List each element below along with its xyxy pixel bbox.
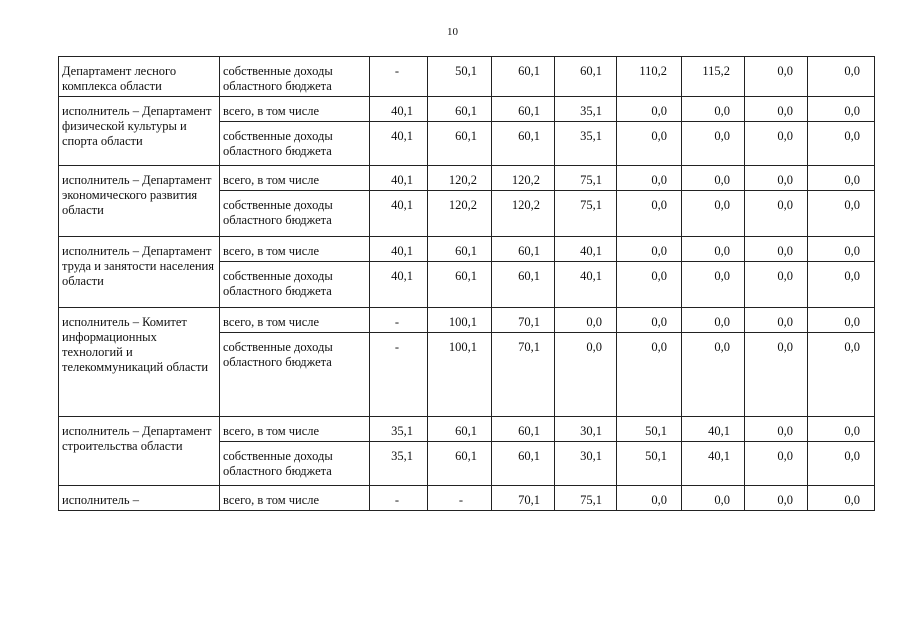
value-cell: 35,1 — [555, 97, 617, 122]
value-cell: 100,1 — [428, 333, 492, 417]
value-cell: 70,1 — [492, 308, 555, 333]
value-cell: 100,1 — [428, 308, 492, 333]
value-cell: 50,1 — [617, 417, 682, 442]
value-cell: 40,1 — [370, 97, 428, 122]
value-cell: 40,1 — [370, 262, 428, 308]
value-cell: 0,0 — [745, 237, 808, 262]
value-cell: 60,1 — [492, 442, 555, 486]
value-cell: 50,1 — [617, 442, 682, 486]
table-row — [59, 166, 875, 191]
value-cell: 35,1 — [370, 442, 428, 486]
table-row — [59, 486, 875, 511]
value-cell: 0,0 — [682, 191, 745, 237]
value-cell: 0,0 — [745, 97, 808, 122]
value-cell: 60,1 — [492, 97, 555, 122]
value-cell: 0,0 — [617, 122, 682, 166]
value-cell: 40,1 — [370, 191, 428, 237]
value-cell: 0,0 — [682, 97, 745, 122]
value-cell: 0,0 — [808, 122, 875, 166]
value-cell: 60,1 — [555, 57, 617, 97]
value-cell: 75,1 — [555, 486, 617, 511]
budget-table — [58, 56, 875, 511]
value-cell: 0,0 — [745, 57, 808, 97]
value-cell: 0,0 — [682, 308, 745, 333]
budget-table-body — [59, 57, 875, 511]
value-cell: - — [370, 308, 428, 333]
value-cell: 35,1 — [370, 417, 428, 442]
value-cell: 0,0 — [617, 333, 682, 417]
funding-source-cell: всего, в том числе — [220, 308, 370, 333]
table-row — [59, 237, 875, 262]
executor-cell: Департамент лесного комплекса области — [59, 57, 220, 97]
value-cell: 0,0 — [808, 333, 875, 417]
value-cell: 0,0 — [682, 486, 745, 511]
value-cell: 40,1 — [370, 166, 428, 191]
value-cell: 0,0 — [617, 166, 682, 191]
funding-source-cell: собственные доходы областного бюджета — [220, 442, 370, 486]
value-cell: 60,1 — [492, 237, 555, 262]
value-cell: 30,1 — [555, 417, 617, 442]
value-cell: 30,1 — [555, 442, 617, 486]
executor-cell: исполнитель – Комитет информационных технологий и телекоммуникаций области — [59, 308, 220, 417]
value-cell: 0,0 — [617, 308, 682, 333]
value-cell: 0,0 — [617, 262, 682, 308]
value-cell: 120,2 — [428, 191, 492, 237]
value-cell: 0,0 — [808, 417, 875, 442]
value-cell: 0,0 — [808, 97, 875, 122]
value-cell: 40,1 — [682, 442, 745, 486]
value-cell: 60,1 — [492, 57, 555, 97]
value-cell: 110,2 — [617, 57, 682, 97]
value-cell: 70,1 — [492, 333, 555, 417]
funding-source-cell: всего, в том числе — [220, 237, 370, 262]
value-cell: 0,0 — [808, 308, 875, 333]
value-cell: 70,1 — [492, 486, 555, 511]
table-row — [59, 57, 875, 97]
value-cell: 0,0 — [682, 262, 745, 308]
value-cell: - — [370, 333, 428, 417]
value-cell: 40,1 — [555, 262, 617, 308]
executor-cell: исполнитель – Департамент экономического развития области — [59, 166, 220, 237]
value-cell: 0,0 — [617, 97, 682, 122]
value-cell: 0,0 — [555, 308, 617, 333]
value-cell: 0,0 — [745, 191, 808, 237]
funding-source-cell: собственные доходы областного бюджета — [220, 333, 370, 417]
value-cell: 0,0 — [617, 191, 682, 237]
executor-cell: исполнитель – Департамент строительства области — [59, 417, 220, 486]
funding-source-cell: собственные доходы областного бюджета — [220, 122, 370, 166]
value-cell: 0,0 — [808, 166, 875, 191]
value-cell: 0,0 — [682, 166, 745, 191]
value-cell: 0,0 — [682, 122, 745, 166]
executor-cell: исполнитель – Департамент физической культуры и спорта области — [59, 97, 220, 166]
value-cell: 40,1 — [682, 417, 745, 442]
value-cell: 0,0 — [745, 417, 808, 442]
funding-source-cell: всего, в том числе — [220, 486, 370, 511]
value-cell: 0,0 — [745, 262, 808, 308]
value-cell: 115,2 — [682, 57, 745, 97]
value-cell: 0,0 — [617, 237, 682, 262]
value-cell: 40,1 — [555, 237, 617, 262]
funding-source-cell: собственные доходы областного бюджета — [220, 262, 370, 308]
value-cell: 0,0 — [745, 166, 808, 191]
table-row — [59, 308, 875, 333]
value-cell: 0,0 — [617, 486, 682, 511]
value-cell: 60,1 — [428, 237, 492, 262]
value-cell: 120,2 — [492, 191, 555, 237]
funding-source-cell: собственные доходы областного бюджета — [220, 57, 370, 97]
value-cell: 60,1 — [492, 122, 555, 166]
funding-source-cell: всего, в том числе — [220, 417, 370, 442]
value-cell: 0,0 — [808, 442, 875, 486]
funding-source-cell: всего, в том числе — [220, 166, 370, 191]
value-cell: 0,0 — [808, 191, 875, 237]
value-cell: 60,1 — [492, 417, 555, 442]
value-cell: 0,0 — [745, 308, 808, 333]
table-row — [59, 417, 875, 442]
value-cell: 120,2 — [428, 166, 492, 191]
value-cell: 75,1 — [555, 166, 617, 191]
value-cell: 120,2 — [492, 166, 555, 191]
value-cell: 0,0 — [745, 486, 808, 511]
value-cell: - — [370, 486, 428, 511]
value-cell: 60,1 — [428, 122, 492, 166]
value-cell: 0,0 — [682, 237, 745, 262]
value-cell: 50,1 — [428, 57, 492, 97]
value-cell: 75,1 — [555, 191, 617, 237]
executor-cell: исполнитель – Департамент труда и занятости населения области — [59, 237, 220, 308]
value-cell: 60,1 — [492, 262, 555, 308]
value-cell: 60,1 — [428, 262, 492, 308]
value-cell: 40,1 — [370, 122, 428, 166]
value-cell: 0,0 — [808, 57, 875, 97]
value-cell: - — [428, 486, 492, 511]
funding-source-cell: собственные доходы областного бюджета — [220, 191, 370, 237]
value-cell: 60,1 — [428, 442, 492, 486]
value-cell: 0,0 — [808, 262, 875, 308]
value-cell: 0,0 — [808, 237, 875, 262]
value-cell: 0,0 — [682, 333, 745, 417]
value-cell: 0,0 — [745, 442, 808, 486]
value-cell: - — [370, 57, 428, 97]
value-cell: 40,1 — [370, 237, 428, 262]
value-cell: 0,0 — [808, 486, 875, 511]
value-cell: 60,1 — [428, 417, 492, 442]
executor-cell: исполнитель – — [59, 486, 220, 511]
value-cell: 35,1 — [555, 122, 617, 166]
funding-source-cell: всего, в том числе — [220, 97, 370, 122]
value-cell: 0,0 — [745, 333, 808, 417]
page-number: 10 — [447, 26, 458, 38]
table-row — [59, 97, 875, 122]
value-cell: 0,0 — [555, 333, 617, 417]
value-cell: 60,1 — [428, 97, 492, 122]
value-cell: 0,0 — [745, 122, 808, 166]
